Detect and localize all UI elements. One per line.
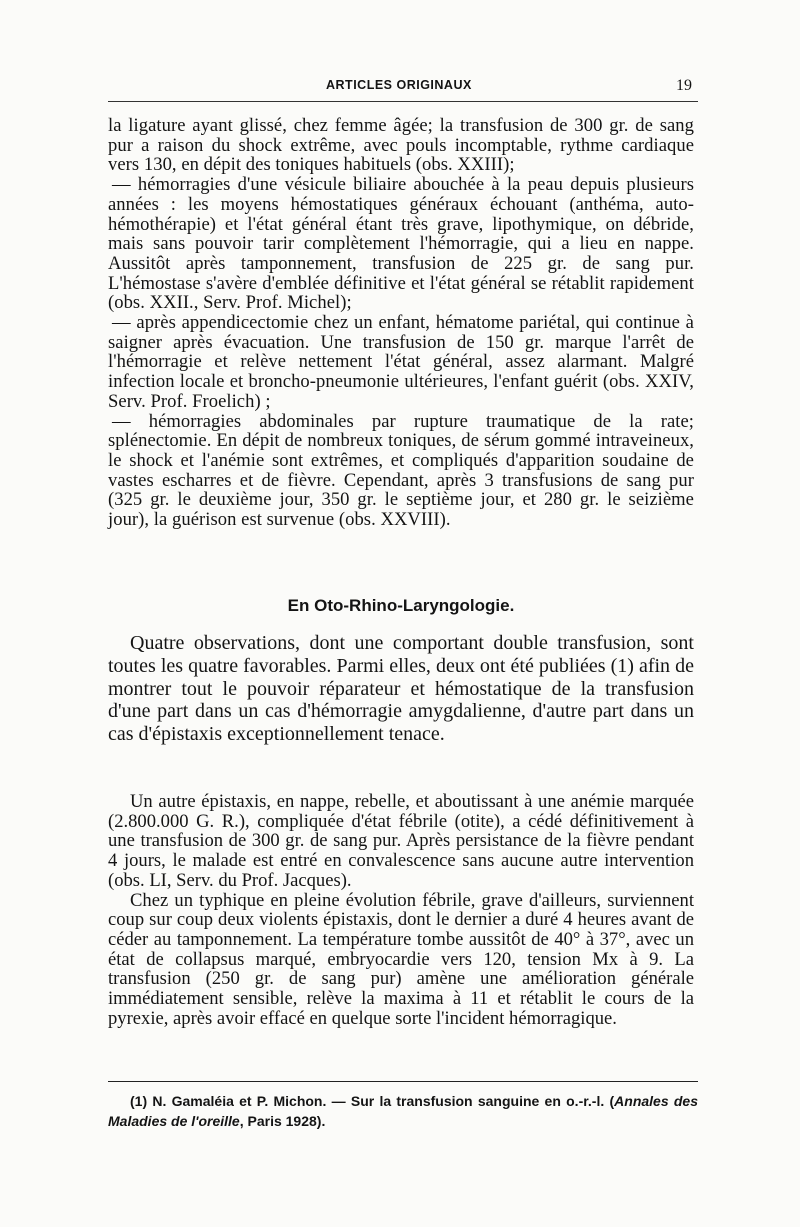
paragraph-observations: Quatre observations, dont une comportant double transfusion, sont toutes les quatre favorables. Parmi elles, deux ont été publiées (1) afin de montrer tout le pouvoir réparateur et hémostatique de la transfusion d'une part dans un cas d'hémorragie amygdalienne, d'autre part dans un cas d'épistaxis exceptionnellement tenace.	[108, 632, 694, 746]
footnote-prefix: (1) N. Gamaléia et P. Michon. — Sur la transfusion sanguine en o.-r.-l. (	[130, 1093, 615, 1109]
footnote	[108, 1092, 698, 1131]
paragraph-vesicule: — hémorragies d'une vésicule biliaire abouchée à la peau depuis plusieurs années : les moyens hémostatiques généraux échouant (anthéma, auto-hémothérapie) et l'état général étant très grave, lipothymique, on débride, mais sans pouvoir tarir complètement l'hémorragie, qui a lieu en nappe. Aussitôt après tamponnement, transfusion de 225 gr. de sang pur. L'hémostase s'avère d'emblée définitive et l'état général se rétablit rapidement (obs. XXII., Serv. Prof. Michel);	[108, 174, 694, 314]
footnote-journal: Annales des Maladies de l'oreille	[108, 1093, 698, 1129]
header-rule	[108, 101, 698, 102]
top-paragraphs	[108, 116, 694, 530]
running-title: ARTICLES ORIGINAUX	[326, 78, 472, 92]
paragraph-epistaxis: Un autre épistaxis, en nappe, rebelle, et aboutissant à une anémie marquée (2.800.000 G. R.), compliquée d'état fébrile (otite), a cédé définitivement à une transfusion de 300 gr. de sang pur. Après persistance de la fièvre pendant 4 jours, le malade est entré en convalescence sans aucune autre intervention (obs. LI, Serv. du Prof. Jacques).	[108, 791, 694, 891]
paragraph-ligature: la ligature ayant glissé, chez femme âgée; la transfusion de 300 gr. de sang pur a raison du shock extrême, avec pouls incomptable, rythme cardiaque vers 130, en dépit des toniques habituels (obs. XXIII);	[108, 115, 694, 176]
paragraph-appendicectomie: — après appendicectomie chez un enfant, hématome pariétal, qui continue à saigner après évacuation. Une transfusion de 150 gr. marque l'arrêt de l'hémorragie et relève nettement l'état général, assez alarmant. Malgré infection locale et broncho-pneumonie ultérieures, l'enfant guérit (obs. XXIV, Serv. Prof. Froelich) ;	[108, 312, 694, 412]
paragraph-typhique: Chez un typhique en pleine évolution fébrile, grave d'ailleurs, surviennent coup sur coup deux violents épistaxis, dont le dernier a duré 4 heures avant de céder au tamponnement. La température tombe aussitôt de 40° à 37°, avec un état de collapsus marqué, embryocardie vers 120, tension Mx à 9. La transfusion (250 gr. de sang pur) amène une amélioration générale immédiatement sensible, relève la maxima à 11 et rétablit le cours de la pyrexie, après avoir effacé en quelque sorte l'incident hémorragique.	[108, 889, 694, 1029]
large-paragraph-block	[108, 632, 694, 746]
footnote-rule	[108, 1081, 698, 1082]
paragraph-rate: — hémorragies abdominales par rupture traumatique de la rate; splénectomie. En dépit de nombreux toniques, de sérum gommé intraveineux, le shock et l'anémie sont extrêmes, et compliqués d'apparition soudaine de vastes escharres et de fièvre. Cependant, après 3 transfusions de sang pur (325 gr. le deuxième jour, 350 gr. le septième jour, et 280 gr. le seizième jour), la guérison est survenue (obs. XXVIII).	[108, 410, 694, 531]
section-title: En Oto-Rhino-Laryngologie.	[287, 596, 515, 615]
page-number: 19	[676, 77, 692, 94]
running-header	[108, 78, 698, 98]
footnote-suffix: , Paris 1928).	[239, 1112, 326, 1129]
bottom-paragraphs	[108, 792, 694, 1028]
